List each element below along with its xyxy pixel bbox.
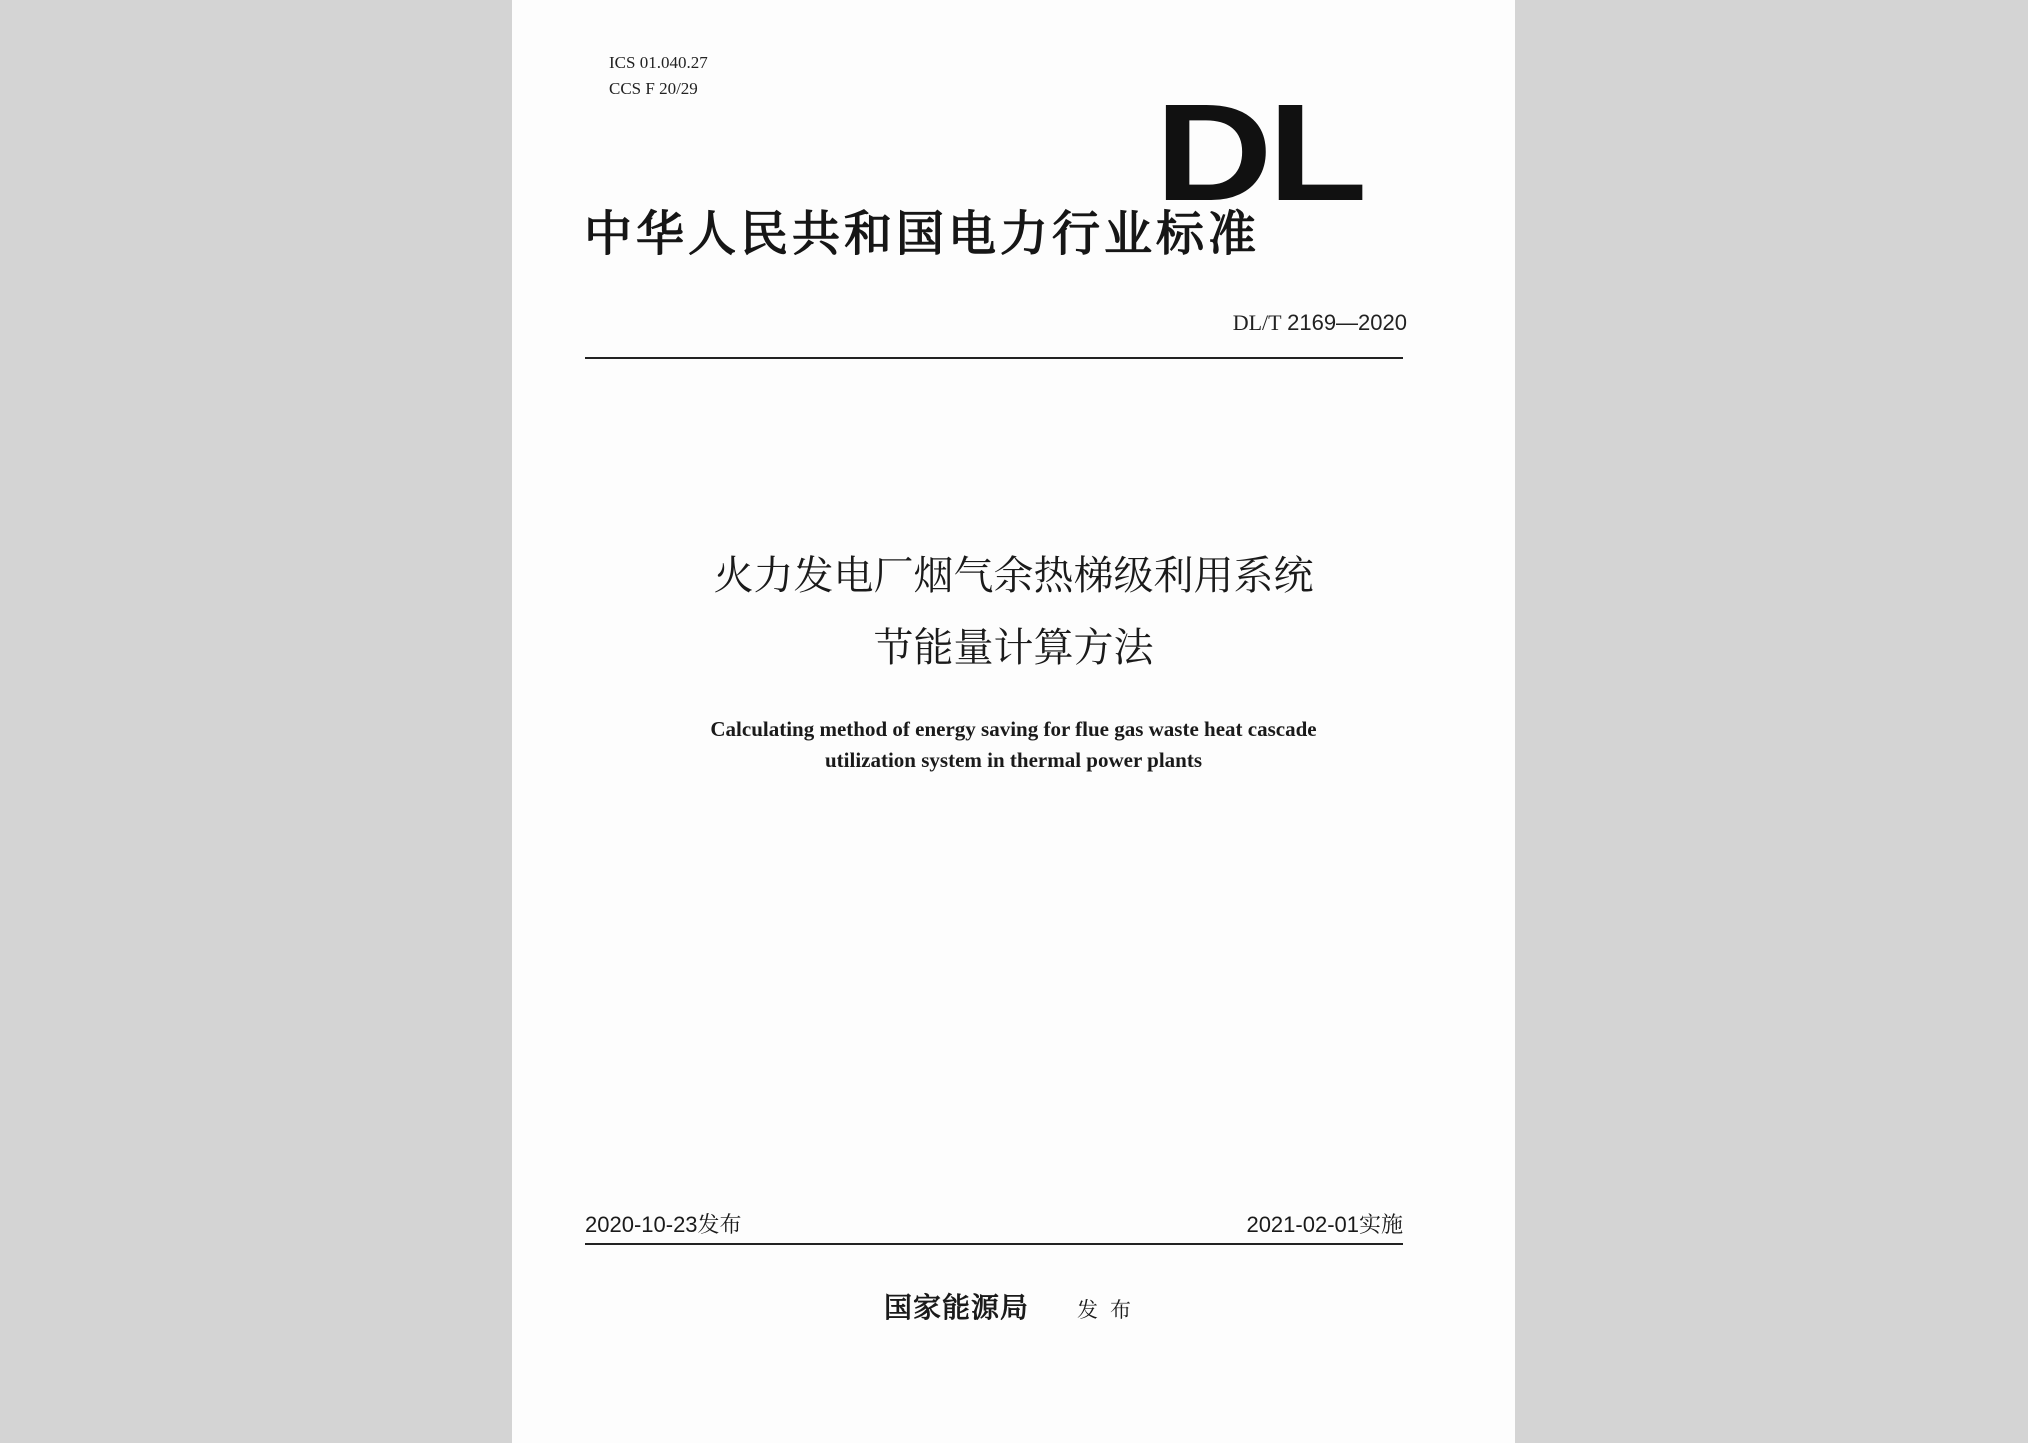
publisher-line <box>512 1286 1515 1326</box>
implementation-date: 2021-02-01实施 <box>1246 1212 1403 1237</box>
standard-number-prefix: DL/T <box>1232 310 1282 335</box>
issue-date: 2020-10-23发布 <box>585 1212 742 1237</box>
dl-logo: DL <box>1155 76 1363 230</box>
document-page <box>512 0 1515 1443</box>
english-title-line-2: utilization system in thermal power plants <box>824 748 1203 772</box>
english-title <box>512 714 1515 776</box>
ics-code: ICS 01.040.27 <box>609 53 708 72</box>
english-title-line-1: Calculating method of energy saving for flue gas waste heat cascade <box>710 717 1317 741</box>
chinese-title-line-2: 节能量计算方法 <box>873 625 1154 671</box>
publisher-action: 发布 <box>1077 1298 1143 1322</box>
footer-divider <box>585 1243 1403 1245</box>
classification-codes <box>609 50 708 102</box>
ccs-code: CCS F 20/29 <box>609 79 698 98</box>
chinese-title-line-1: 火力发电厂烟气余热梯级利用系统 <box>713 553 1314 599</box>
header-divider <box>585 357 1403 359</box>
standard-number <box>1233 310 1407 336</box>
publisher-name: 国家能源局 <box>883 1291 1029 1324</box>
industry-standard-title: 中华人民共和国电力行业标准 <box>584 206 1261 262</box>
standard-number-code: 2169—2020 <box>1287 310 1407 335</box>
chinese-title <box>512 540 1515 684</box>
